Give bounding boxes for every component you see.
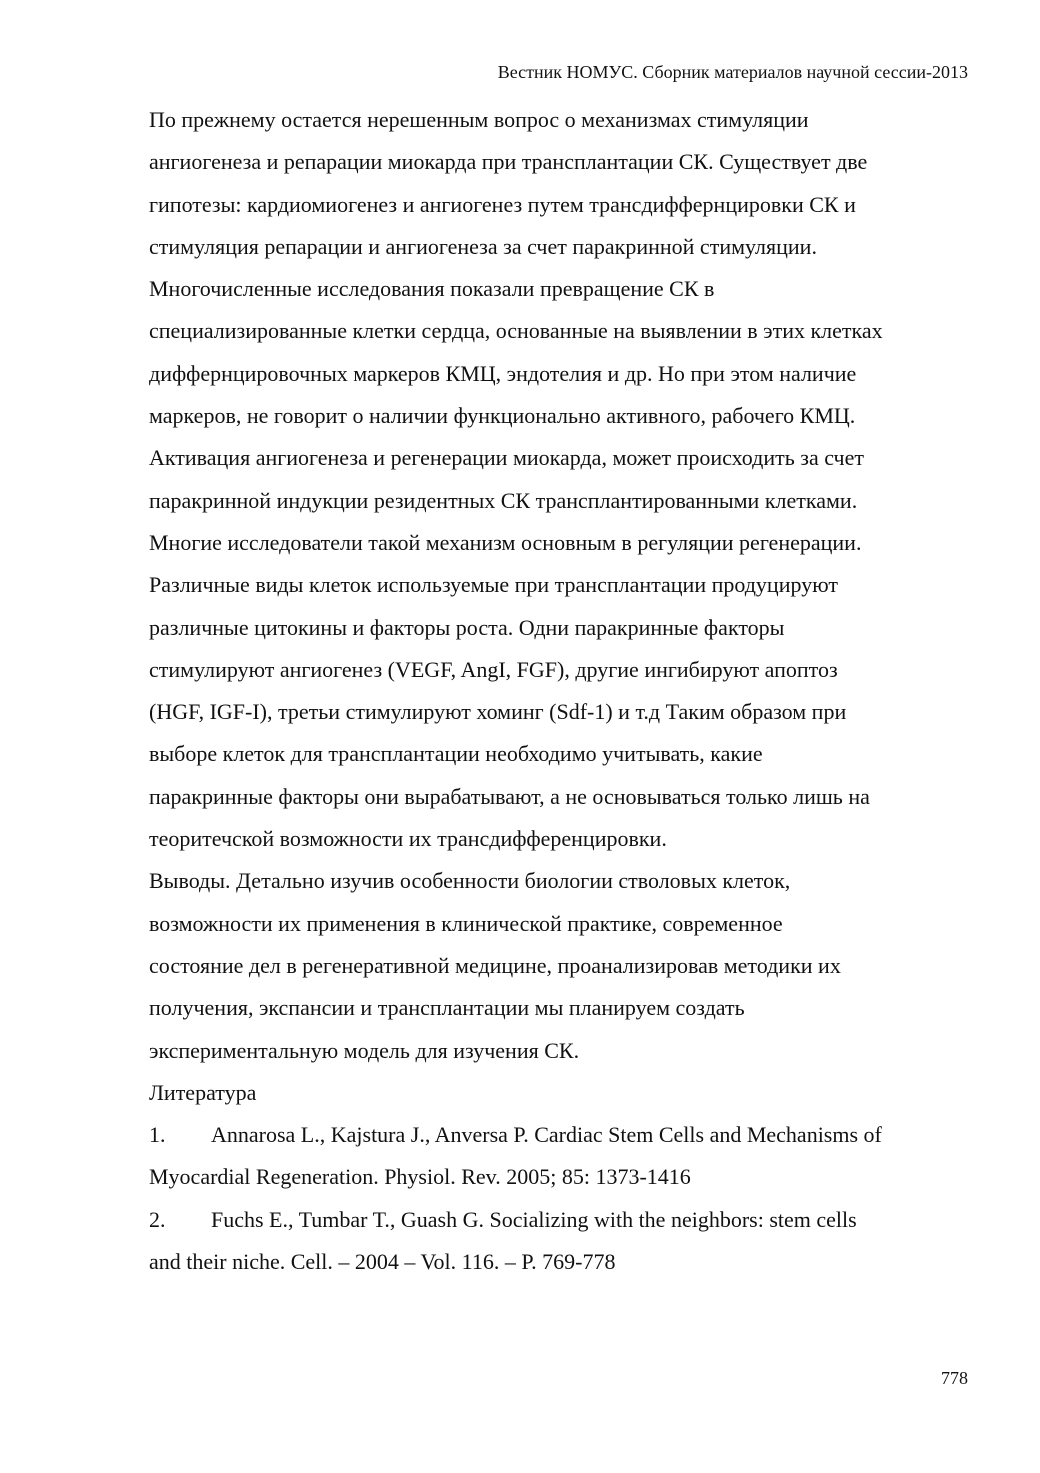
text-line: паракринной индукции резидентных СК трансплантированными клетками. xyxy=(149,487,858,513)
text-line: (HGF, IGF-I), третьи стимулируют хоминг (Sdf-1) и т.д Таким образом при xyxy=(149,699,847,725)
text-line: гипотезы: кардиомиогенез и ангиогенез путем трансдиффернцировки СК и xyxy=(149,191,856,217)
text-line: состояние дел в регенеративной медицине, проанализировав методики их xyxy=(149,952,841,978)
text-line: ангиогенеза и репарации миокарда при трансплантации СК. Существует две xyxy=(149,149,868,175)
text-line: Активация ангиогенеза и регенерации миокарда, может происходить за счет xyxy=(149,445,864,471)
text-line: Различные виды клеток используемые при трансплантации продуцируют xyxy=(149,572,838,598)
references-heading: Литература xyxy=(149,1079,257,1105)
text-line: теоритечской возможности их трансдифференцировки. xyxy=(149,826,667,852)
page-number: 778 xyxy=(941,1368,968,1388)
reference-number: 1. xyxy=(149,1122,166,1148)
text-line: возможности их применения в клинической практике, современное xyxy=(149,910,783,936)
text-line: экспериментальную модель для изучения СК. xyxy=(149,1037,580,1063)
reference-item xyxy=(149,1199,979,1284)
text-line: получения, экспансии и трансплантации мы планируем создать xyxy=(149,995,745,1021)
reference-line: and their niche. Cell. – 2004 – Vol. 116. – P. 769-778 xyxy=(149,1249,616,1275)
text-line: стимулируют ангиогенез (VEGF, AngI, FGF), другие ингибируют апоптоз xyxy=(149,656,838,682)
text-line: паракринные факторы они вырабатывают, а не основываться только лишь на xyxy=(149,783,870,809)
text-line: различные цитокины и факторы роста. Одни паракринные факторы xyxy=(149,614,785,640)
running-header: Вестник НОМУС. Сборник материалов научной сессии-2013 xyxy=(497,62,968,82)
text-line: специализированные клетки сердца, основанные на выявлении в этих клетках xyxy=(149,318,883,344)
reference-line: Myocardial Regeneration. Physiol. Rev. 2005; 85: 1373-1416 xyxy=(149,1164,691,1190)
text-line: Многочисленные исследования показали превращение СК в xyxy=(149,276,715,302)
reference-text: Annarosa L., Kajstura J., Anversa P. Cardiac Stem Cells and Mechanisms of xyxy=(211,1122,882,1148)
text-line: стимуляция репарации и ангиогенеза за счет паракринной стимуляции. xyxy=(149,233,817,259)
text-line: По прежнему остается нерешенным вопрос о механизмах стимуляции xyxy=(149,107,809,132)
reference-line xyxy=(149,1114,979,1156)
text-line: Выводы. Детально изучив особенности биологии стволовых клеток, xyxy=(149,868,791,894)
text-line: Многие исследователи такой механизм основным в регуляции регенерации. xyxy=(149,529,862,555)
text-line: диффернцировочных маркеров КМЦ, эндотелия и др. Но при этом наличие xyxy=(149,360,857,386)
text-line: выборе клеток для трансплантации необходимо учитывать, какие xyxy=(149,741,763,767)
text-line: маркеров, не говорит о наличии функционально активного, рабочего КМЦ. xyxy=(149,403,856,429)
reference-item xyxy=(149,1114,979,1199)
reference-text: Fuchs E., Tumbar T., Guash G. Socializing with the neighbors: stem cells xyxy=(211,1206,857,1232)
reference-line xyxy=(149,1199,979,1241)
reference-number: 2. xyxy=(149,1206,166,1232)
page-body xyxy=(149,99,979,1283)
